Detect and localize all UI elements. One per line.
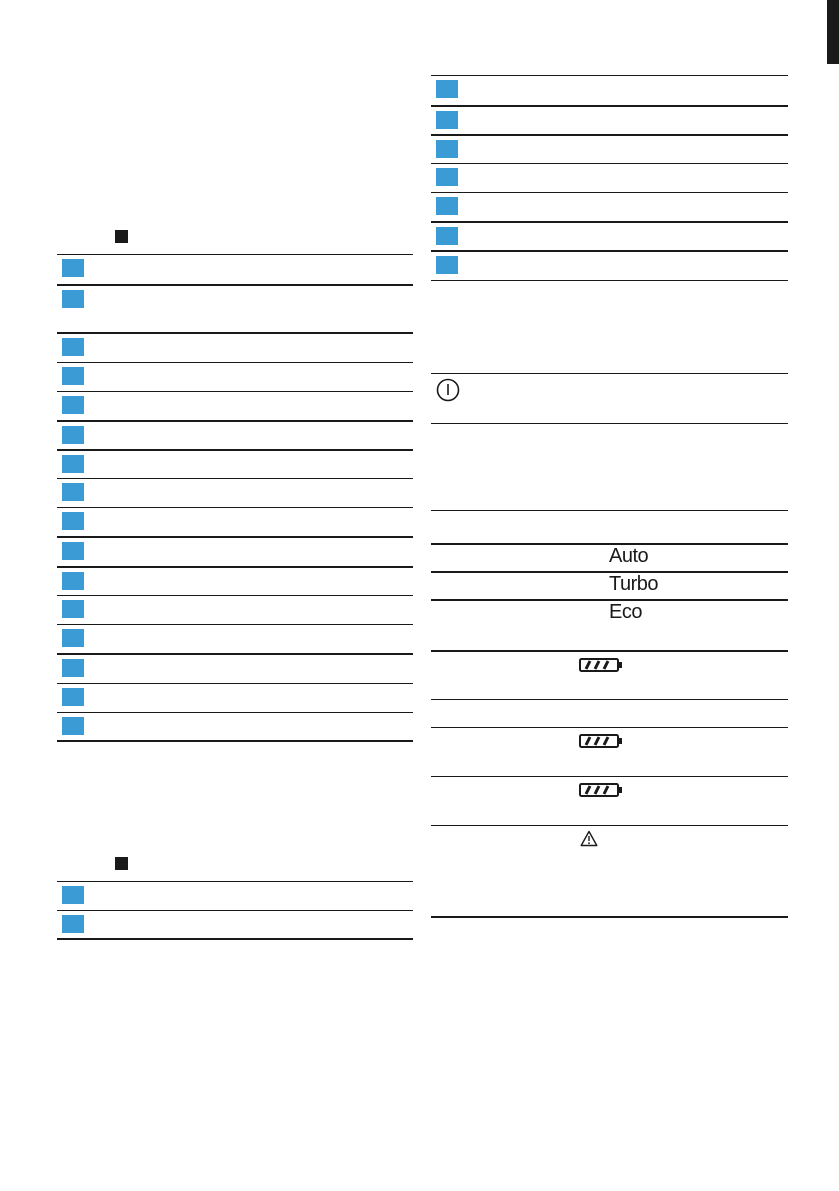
table-row	[57, 653, 413, 683]
table-row	[57, 566, 413, 595]
table-row	[57, 420, 413, 449]
blue-badge-icon	[62, 542, 84, 560]
table-row	[57, 332, 413, 362]
status-header-row	[431, 510, 788, 543]
blue-badge-icon	[436, 111, 458, 129]
blue-badge-icon	[62, 367, 84, 385]
power-table	[431, 373, 788, 424]
table-row	[57, 881, 413, 910]
battery-icon	[579, 733, 623, 749]
blue-badge-icon	[62, 659, 84, 677]
battery-row	[431, 776, 788, 825]
table-row	[57, 391, 413, 420]
table-row	[431, 250, 788, 281]
square-icon	[115, 857, 128, 870]
blue-badge-icon	[62, 886, 84, 904]
blue-badge-icon	[436, 140, 458, 158]
blue-badge-icon	[62, 512, 84, 530]
blue-badge-icon	[62, 290, 84, 308]
table-row	[57, 507, 413, 536]
table-row	[57, 595, 413, 624]
blue-badge-icon	[62, 600, 84, 618]
table-row	[57, 910, 413, 940]
blue-badge-icon	[62, 338, 84, 356]
warning-triangle-icon	[580, 830, 598, 847]
table-row	[431, 134, 788, 163]
status-table	[431, 510, 788, 918]
table-row	[431, 163, 788, 192]
blue-badge-icon	[62, 455, 84, 473]
power-icon	[436, 378, 460, 402]
table-1-header	[57, 228, 413, 254]
square-icon	[115, 230, 128, 243]
mode-turbo-label: Turbo	[609, 573, 659, 595]
table-row	[57, 449, 413, 478]
table-row	[57, 478, 413, 507]
table-row	[57, 624, 413, 653]
battery-row	[431, 727, 788, 776]
blue-badge-icon	[62, 259, 84, 277]
power-row	[431, 373, 788, 424]
blue-badge-icon	[436, 256, 458, 274]
right-table-1	[431, 75, 788, 281]
blue-badge-icon	[62, 572, 84, 590]
left-table-2	[57, 855, 413, 940]
blue-badge-icon	[62, 688, 84, 706]
table-row	[57, 712, 413, 742]
table-row	[431, 75, 788, 105]
blue-badge-icon	[62, 483, 84, 501]
battery-icon	[579, 782, 623, 798]
mode-row-eco	[431, 599, 788, 650]
table-row	[431, 221, 788, 250]
warning-row	[431, 825, 788, 918]
blue-badge-icon	[62, 396, 84, 414]
blue-badge-icon	[436, 197, 458, 215]
table-row	[57, 683, 413, 712]
table-row	[431, 699, 788, 727]
battery-row	[431, 650, 788, 699]
mode-row-auto	[431, 543, 788, 571]
mode-row-turbo	[431, 571, 788, 599]
blue-badge-icon	[62, 426, 84, 444]
blue-badge-icon	[62, 717, 84, 735]
table-row	[57, 536, 413, 566]
blue-badge-icon	[436, 168, 458, 186]
mode-auto-label: Auto	[609, 545, 649, 567]
table-row	[57, 254, 413, 284]
blue-badge-icon	[62, 915, 84, 933]
blue-badge-icon	[436, 80, 458, 98]
table-row	[431, 192, 788, 221]
blue-badge-icon	[436, 227, 458, 245]
battery-icon	[579, 657, 623, 673]
page-edge-tab	[827, 0, 839, 64]
table-2-header	[57, 855, 413, 881]
table-row	[57, 362, 413, 391]
table-row	[431, 105, 788, 134]
blue-badge-icon	[62, 629, 84, 647]
mode-eco-label: Eco	[609, 601, 642, 623]
left-table-1	[57, 228, 413, 742]
table-row	[57, 284, 413, 332]
